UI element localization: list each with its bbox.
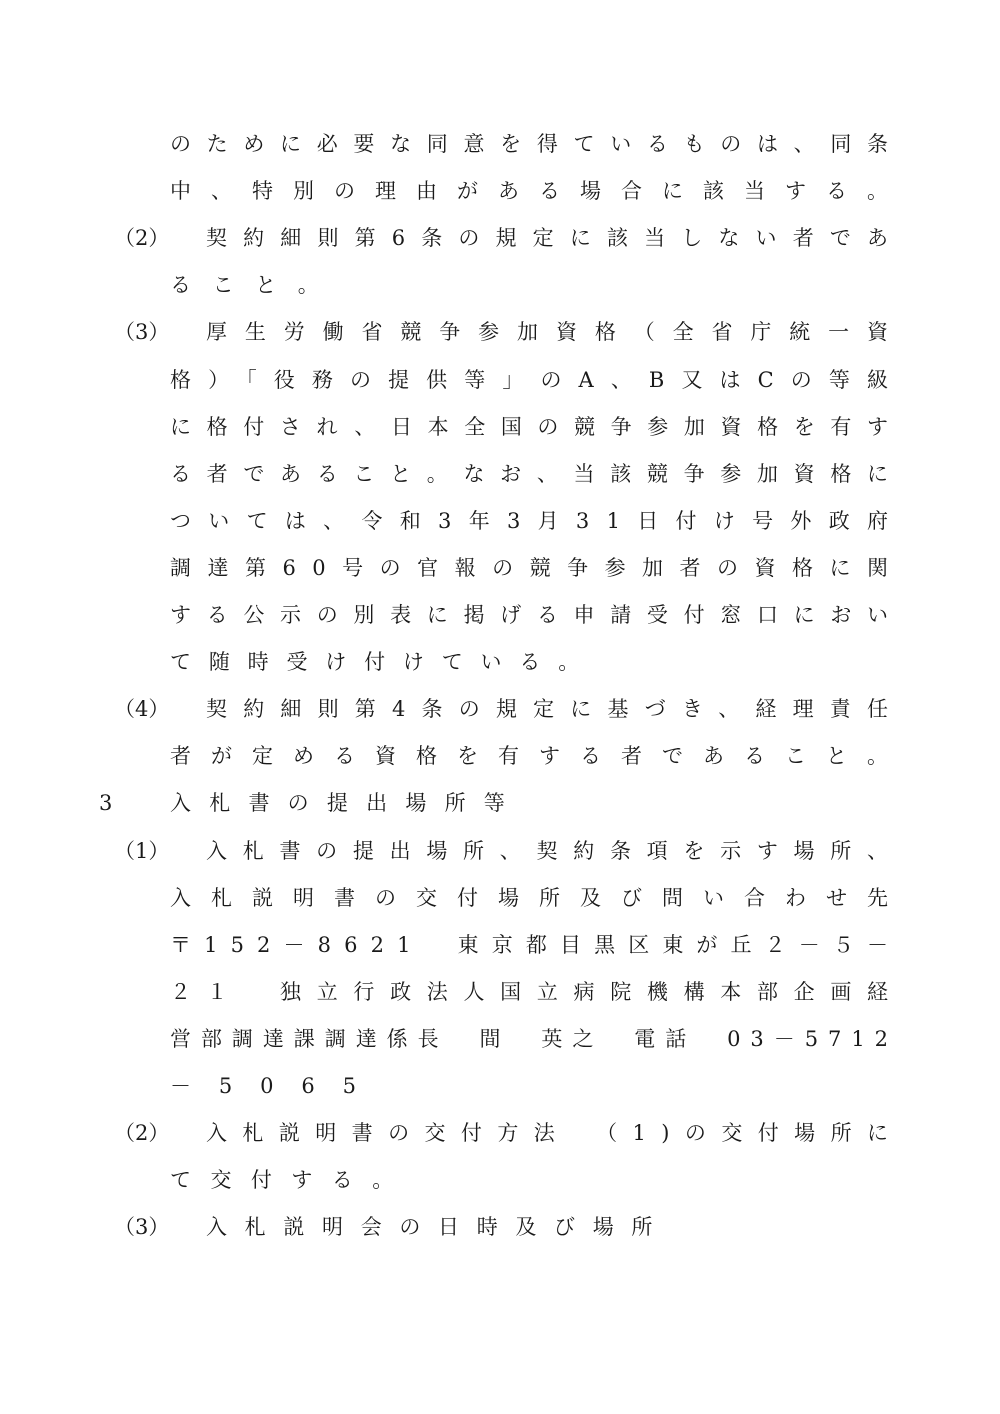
line-text: 入札書の提出場所等 [170,791,524,816]
line-text: 入札説明書の交付場所及び問い合わせ先 [170,885,908,910]
line-text: 入札説明書の交付方法 （1)の交付場所に [206,1121,904,1146]
item-number: （3） [114,1215,170,1240]
line-text: ついては、令和3年3月31日付け号外政府 [170,508,906,533]
line-text: ２１ 独立行政法人国立病院機構本部企画経 [170,979,904,1004]
line-text: －5065 [170,1074,384,1098]
line-text: 厚生労働省競争参加資格（全省庁統一資 [206,320,906,345]
section-number: 3 [99,791,113,816]
line-text: 格）「役務の提供等」のA、B又はCの等級 [170,367,906,392]
line-text: て交付する。 [170,1168,413,1193]
line-text: 営部調達課調達係長 間 英之 電話 03－5712 [170,1026,898,1051]
line-text: 契約細則第4条の規定に基づき、経理責任 [206,697,905,722]
line-text: のために必要な同意を得ているものは、同条 [170,132,904,156]
item-number: （1） [114,838,170,863]
item-number: （2） [114,226,170,251]
item-number: （3） [114,320,170,345]
item-number: （2） [114,1121,170,1146]
item-number: （4） [114,697,170,722]
line-text: る者であること。なお、当該競争参加資格に [170,461,904,486]
line-text: 契約細則第6条の規定に該当しない者であ [206,226,905,251]
line-text: する公示の別表に掲げる申請受付窓口におい [170,603,904,627]
line-text: 者が定める資格を有する者であること。 [170,744,908,769]
line-text: に格付され、日本全国の競争参加資格を有す [170,414,904,439]
line-text: 入札書の提出場所、契約条項を示す場所、 [206,838,904,863]
line-text: 調達第60号の官報の競争参加者の資格に関 [170,555,905,580]
line-text: ること。 [170,273,341,298]
line-text: 中、特別の理由がある場合に該当する。 [170,179,908,204]
line-text: て随時受け付けている。 [170,650,598,675]
line-text: 〒152－8621 東京都目黒区東が丘２－５－ [170,932,902,957]
line-text: 入札説明会の日時及び場所 [206,1215,671,1240]
